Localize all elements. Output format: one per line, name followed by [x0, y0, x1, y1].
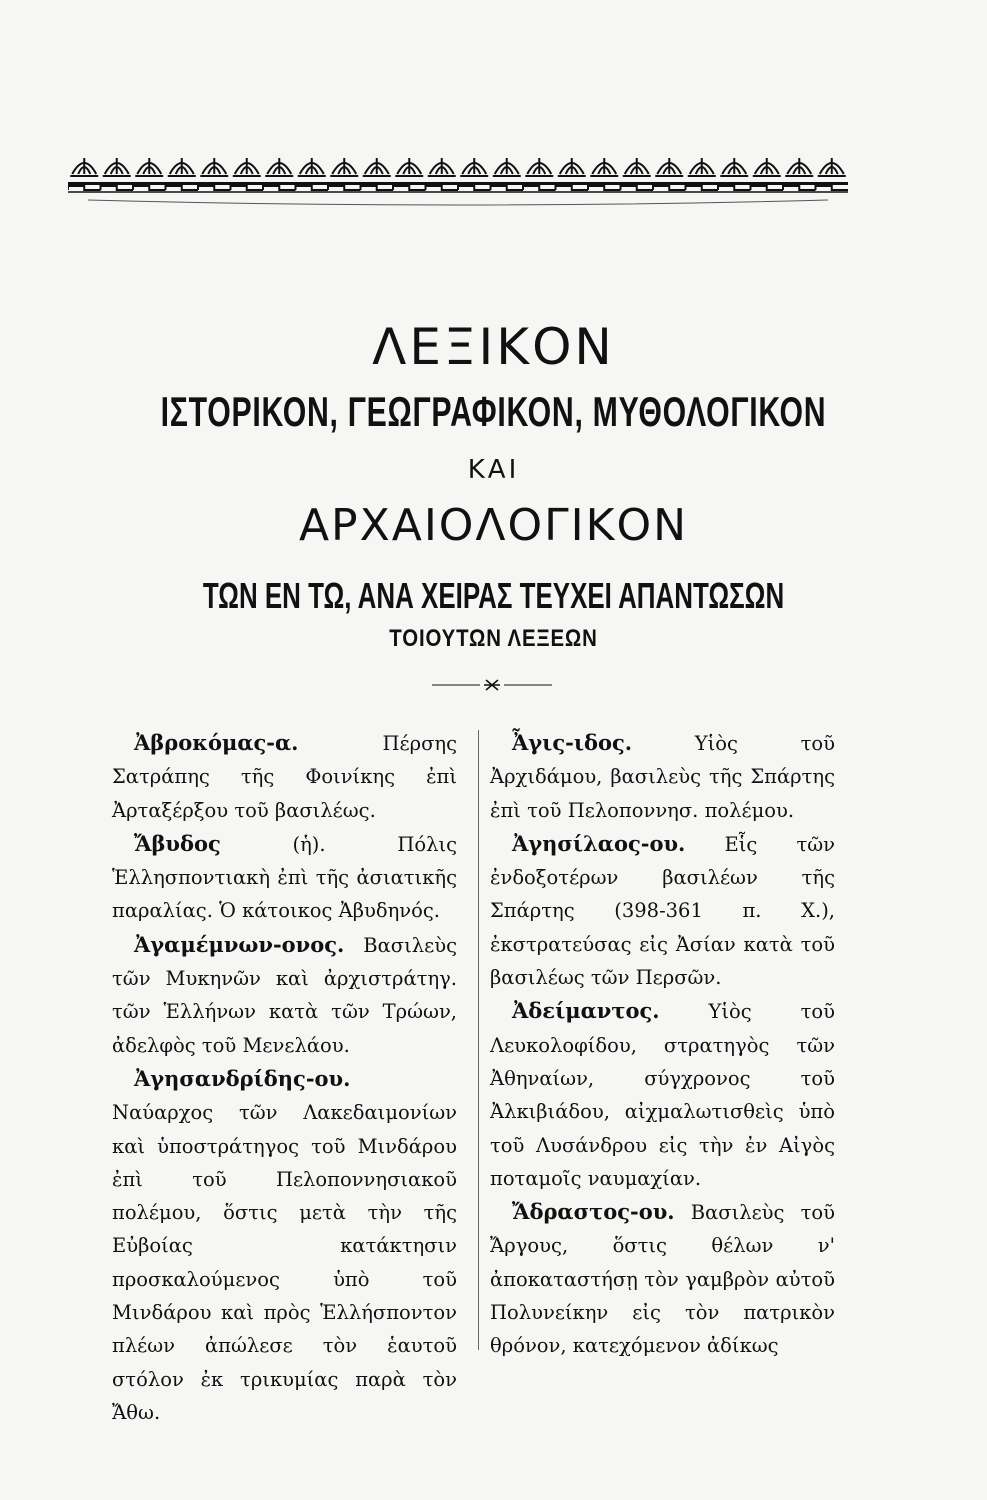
- definition: Ναύαρχος τῶν Λακεδαιμονίων καὶ ὑποστράτηγος τοῦ Μινδάρου ἐπὶ τοῦ Πελοποννησιακοῦ πολέμου, ὅστις μετὰ τὴν τῆς Εὐβοίας κατάκτησιν προσκαλούμενος ὑπὸ τοῦ Μινδάρου καὶ πρὸς Ἑλλήσποντον πλέων ἀπώλεσε τὸν ἑαυτοῦ στόλον ἐκ τρικυμίας παρὰ τὸν Ἄθω.: [112, 1101, 457, 1424]
- headword: Ἄβυδος: [134, 830, 221, 856]
- right-column: [490, 726, 835, 1363]
- entry: [490, 994, 835, 1195]
- headword: Ἀγησανδρίδης-ου.: [134, 1065, 351, 1091]
- definition: Υἱὸς τοῦ Ἀρχιδάμου, βασιλεὺς τῆς Σπάρτης ἐπὶ τοῦ Πελοποννησ. πολέμου.: [490, 732, 835, 822]
- left-column: [112, 726, 457, 1429]
- definition: Βασιλεὺς τοῦ Ἄργους, ὅστις θέλων ν' ἀποκαταστήσῃ τὸν γαμβρὸν αὐτοῦ Πολυνείκην εἰς τὸν πατρικὸν θρόνον, κατεχόμενον ἀδίκως: [490, 1201, 835, 1358]
- title-main: ΛΕΞΙΚΟΝ: [372, 318, 615, 376]
- headword: Ἀγαμέμνων-ονος.: [134, 931, 345, 957]
- column-rule: [478, 730, 479, 1350]
- definition: Πέρσης Σατράπης τῆς Φοινίκης ἐπὶ Ἀρταξέρξου τοῦ βασιλέως.: [112, 732, 457, 822]
- definition: (ἡ). Πόλις Ἑλλησποντιακὴ ἐπὶ τῆς ἀσιατικῆς παραλίας. Ὁ κάτοικος Ἀβυδηνός.: [112, 832, 458, 923]
- entry: [112, 726, 457, 827]
- headword: Ἀβροκόμας-α.: [134, 730, 299, 755]
- entry: [490, 827, 835, 994]
- title-line-2: ΙΣΤΟΡΙΚΟΝ, ΓΕΩΓΡΑΦΙΚΟΝ, ΜΥΘΟΛΟΓΙΚΟΝ: [160, 388, 827, 435]
- entry: [112, 827, 457, 928]
- definition: Εἷς τῶν ἐνδοξοτέρων βασιλέων τῆς Σπάρτης (398-361 π. Χ.), ἐκστρατεύσας εἰς Ἀσίαν κατὰ τοῦ βασιλέως τῶν Περσῶν.: [490, 832, 836, 990]
- entry: [490, 726, 835, 827]
- headword: Ἀδείμαντος.: [512, 998, 660, 1024]
- title-line-5: ΤΩΝ ΕΝ ΤΩ, ΑΝΑ ΧΕΙΡΑΣ ΤΕΥΧΕΙ ΑΠΑΝΤΩΣΩΝ: [202, 575, 785, 616]
- title-line-4: ΑΡΧΑΙΟΛΟΓΙΚΟΝ: [298, 500, 689, 551]
- entry: [112, 1062, 457, 1429]
- headword: Ἆγις-ιδος.: [512, 730, 633, 755]
- title-line-3: ΚΑΙ: [467, 455, 520, 485]
- definition: Υἱὸς τοῦ Λευκολοφίδου, στρατηγὸς τῶν Ἀθηναίων, σύγχρονος τοῦ Ἀλκιβιάδου, αἰχμαλωτισθεὶς ὑπὸ τοῦ Λυσάνδρου εἰς τὴν ἐν Αἰγὸς ποταμοῖς ναυμαχίαν.: [490, 1000, 836, 1190]
- definition: Βασιλεὺς τῶν Μυκηνῶν καὶ ἀρχιστράτηγ. τῶν Ἑλλήνων κατὰ τῶν Τρώων, ἀδελφὸς τοῦ Μενελάου.: [112, 933, 457, 1057]
- fleuron-divider-icon: [428, 677, 556, 693]
- headword: Ἀγησίλαος-ου.: [512, 830, 686, 856]
- headword: Ἄδραστος-ου.: [512, 1199, 675, 1225]
- entry: [490, 1195, 835, 1362]
- title-line-6: ΤΟΙΟΥΤΩΝ ΛΕΞΕΩΝ: [389, 625, 598, 652]
- palmette-band-icon: [68, 150, 848, 212]
- entry: [112, 928, 457, 1062]
